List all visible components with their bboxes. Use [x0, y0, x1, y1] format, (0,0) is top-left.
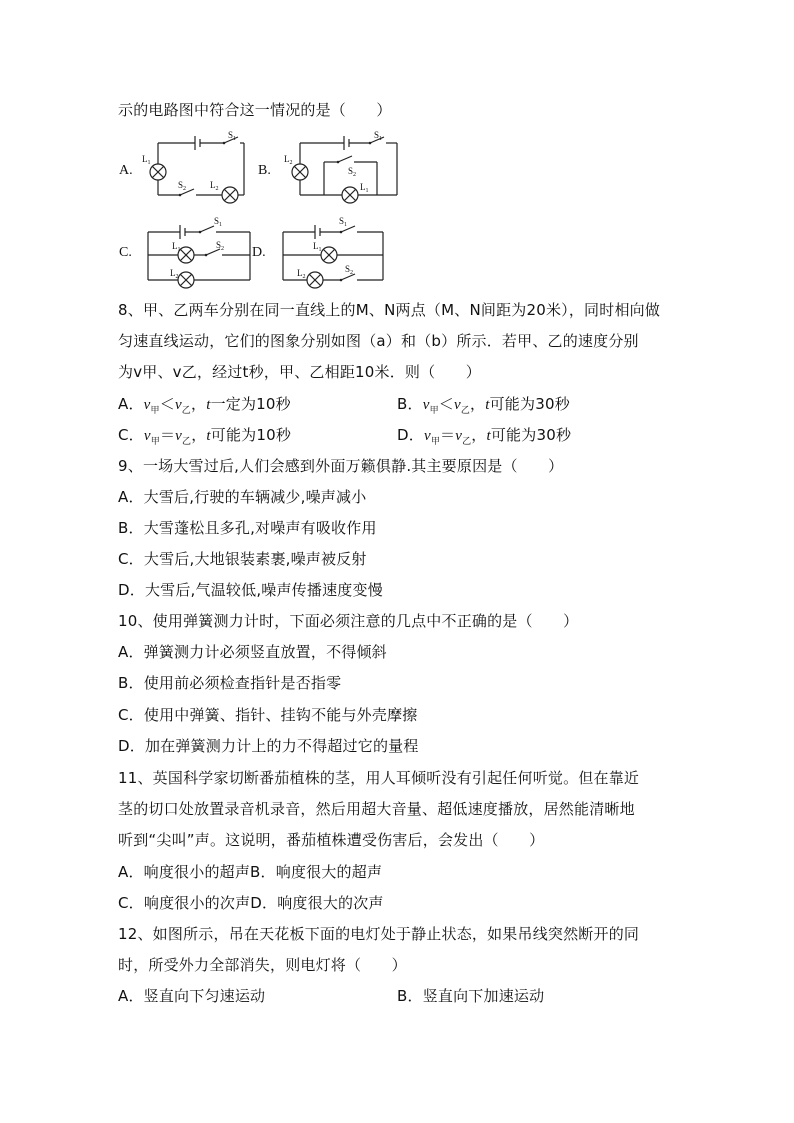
- l1-symbol: $L_1$: [313, 241, 322, 253]
- q10-option-a: A．弹簧测力计必须竖直放置，不得倾斜: [118, 643, 387, 661]
- l2-symbol: $L_2$: [284, 154, 293, 166]
- q11-options-cd: C．响度很小的次声D．响度很大的次声: [118, 894, 384, 912]
- q10-option-b: B．使用前必须检查指针是否指零: [118, 674, 342, 692]
- s1-symbol: $S_1$: [228, 130, 237, 142]
- q9-option-b: B．大雪蓬松且多孔,对噪声有吸收作用: [118, 519, 377, 537]
- q9-option-d: D．大雪后,气温较低,噪声传播速度变慢: [118, 581, 383, 599]
- q12-stem-line1: 12、如图所示，吊在天花板下面的电灯处于静止状态，如果吊线突然断开的同: [118, 925, 640, 943]
- q7-label-a: A.: [119, 163, 133, 178]
- q9-option-a: A．大雪后,行驶的车辆减少,噪声减小: [118, 488, 367, 506]
- s2-symbol: $S_2$: [345, 264, 354, 276]
- l2-symbol: $L_2$: [210, 180, 219, 192]
- l2-symbol: $L_2$: [297, 268, 306, 280]
- q11-stem-line3: 听到“尖叫”声。这说明，番茄植株遭受伤害后，会发出（ ）: [118, 831, 545, 849]
- q8-option-d: D．$v_甲=v_乙$，t可能为30秒: [397, 426, 572, 447]
- q8-option-a: A．$v_甲<v_乙$，t一定为10秒: [118, 395, 291, 416]
- q11-stem-line1: 11、英国科学家切断番茄植株的茎，用人耳倾听没有引起任何听觉。但在靠近: [118, 769, 640, 787]
- q7-label-b: B.: [258, 163, 271, 178]
- l1-symbol: $L_1$: [142, 154, 151, 166]
- q7-label-c: C.: [119, 245, 132, 260]
- l1-symbol: $L_1$: [172, 241, 181, 253]
- l2-symbol: $L_2$: [170, 268, 179, 280]
- q7-intro: 示的电路图中符合这一情况的是（ ）: [118, 101, 392, 119]
- s1-symbol: $S_1$: [374, 130, 383, 142]
- q9-option-c: C．大雪后,大地银装素裹,噪声被反射: [118, 550, 367, 568]
- q10-option-c: C．使用中弹簧、指针、挂钩不能与外壳摩擦: [118, 706, 418, 724]
- q7-label-d: D.: [252, 245, 266, 260]
- s2-symbol: $S_2$: [178, 180, 187, 192]
- q8-stem-line2: 匀速直线运动，它们的图象分别如图（a）和（b）所示．若甲、乙的速度分别: [118, 332, 639, 350]
- q9-stem: 9、一场大雪过后,人们会感到外面万籁俱静.其主要原因是（ ）: [118, 457, 564, 475]
- q10-stem: 10、使用弹簧测力计时，下面必须注意的几点中不正确的是（ ）: [118, 612, 579, 630]
- circuit-diagram-c: [140, 210, 260, 290]
- q8-stem-line1: 8、甲、乙两车分别在同一直线上的M、N两点（M、N间距为20米），同时相向做: [118, 301, 661, 319]
- s1-symbol: $S_1$: [214, 216, 223, 228]
- q8-option-c: C．$v_甲=v_乙$，t可能为10秒: [118, 426, 292, 447]
- q12-option-a: A．竖直向下匀速运动: [118, 987, 266, 1005]
- q12-stem-line2: 时，所受外力全部消失，则电灯将（ ）: [118, 956, 407, 974]
- q11-options-ab: A．响度很小的超声B．响度很大的超声: [118, 863, 383, 881]
- l1-symbol: $L_1$: [360, 182, 369, 194]
- q8-option-b: B．$v_甲<v_乙$，t可能为30秒: [397, 395, 570, 416]
- q12-option-b: B．竖直向下加速运动: [397, 987, 545, 1005]
- s2-symbol: $S_2$: [348, 166, 357, 178]
- q8-stem-line3: 为v甲、v乙，经过t秒，甲、乙相距10米．则（ ）: [118, 363, 481, 381]
- q10-option-d: D．加在弹簧测力计上的力不得超过它的量程: [118, 737, 419, 755]
- s2-symbol: $S_2$: [216, 240, 225, 252]
- q11-stem-line2: 茎的切口处放置录音机录音，然后用超大音量、超低速度播放，居然能清晰地: [118, 800, 635, 818]
- circuit-diagram-a: [140, 128, 260, 208]
- circuit-diagram-b: [282, 128, 407, 208]
- circuit-diagram-d: [275, 210, 395, 290]
- s1-symbol: $S_1$: [339, 216, 348, 228]
